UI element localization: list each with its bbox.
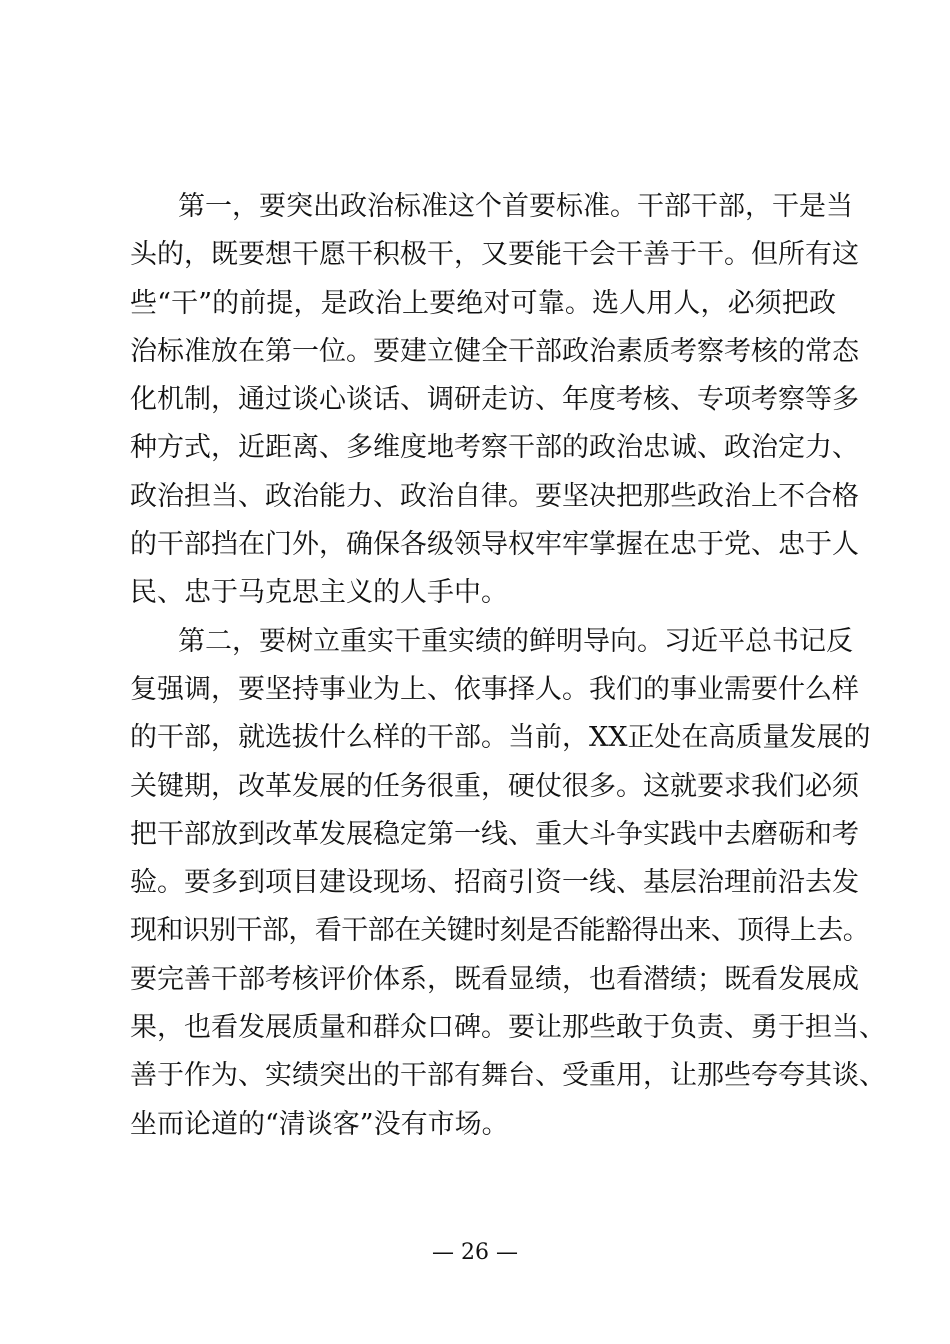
text-line: 的干部挡在门外，确保各级领导权牢牢掌握在忠于党、忠于人 xyxy=(130,529,859,561)
page-number: — 26 — xyxy=(432,1240,518,1265)
text-line: 第一，要突出政治标准这个首要标准。干部干部，干是当 xyxy=(178,191,853,222)
text-line: 化机制，通过谈心谈话、调研走访、年度考核、专项考察等多 xyxy=(130,384,859,416)
paragraph-2 xyxy=(130,618,886,1149)
text-line: 治标准放在第一位。要建立健全干部政治素质考察考核的常态 xyxy=(130,335,859,367)
text-line: 善于作为、实绩突出的干部有舞台、受重用，让那些夸夸其谈、 xyxy=(130,1060,886,1092)
text-line: 现和识别干部，看干部在关键时刻是否能豁得出来、顶得上去。 xyxy=(130,915,870,947)
text-line: 果，也看发展质量和群众口碑。要让那些敢于负责、勇于担当、 xyxy=(130,1012,886,1044)
text-line: 把干部放到改革发展稳定第一线、重大斗争实践中去磨砺和考 xyxy=(130,818,859,850)
text-line: 坐而论道的“清谈客”没有市场。 xyxy=(130,1108,509,1140)
text-line: 关键期，改革发展的任务很重，硬仗很多。这就要求我们必须 xyxy=(130,770,859,802)
text-line: 复强调，要坚持事业为上、依事择人。我们的事业需要什么样 xyxy=(130,673,859,705)
text-line: 政治担当、政治能力、政治自律。要坚决把那些政治上不合格 xyxy=(130,480,859,512)
text-line: 民、忠于马克思主义的人手中。 xyxy=(130,577,508,609)
document-body xyxy=(130,183,886,1149)
text-line: 头的，既要想干愿干积极干，又要能干会干善于干。但所有这 xyxy=(130,239,859,271)
text-line: 种方式，近距离、多维度地考察干部的政治忠诚、政治定力、 xyxy=(130,432,859,464)
text-line: 第二，要树立重实干重实绩的鲜明导向。习近平总书记反 xyxy=(178,625,853,657)
text-line: 验。要多到项目建设现场、招商引资一线、基层治理前沿去发 xyxy=(130,867,859,899)
text-line: 要完善干部考核评价体系，既看显绩，也看潜绩；既看发展成 xyxy=(130,963,859,995)
text-line: 的干部，就选拔什么样的干部。当前，XX正处在高质量发展的 xyxy=(130,722,871,754)
text-line: 些“干”的前提，是政治上要绝对可靠。选人用人，必须把政 xyxy=(130,287,836,319)
paragraph-1 xyxy=(130,183,859,618)
